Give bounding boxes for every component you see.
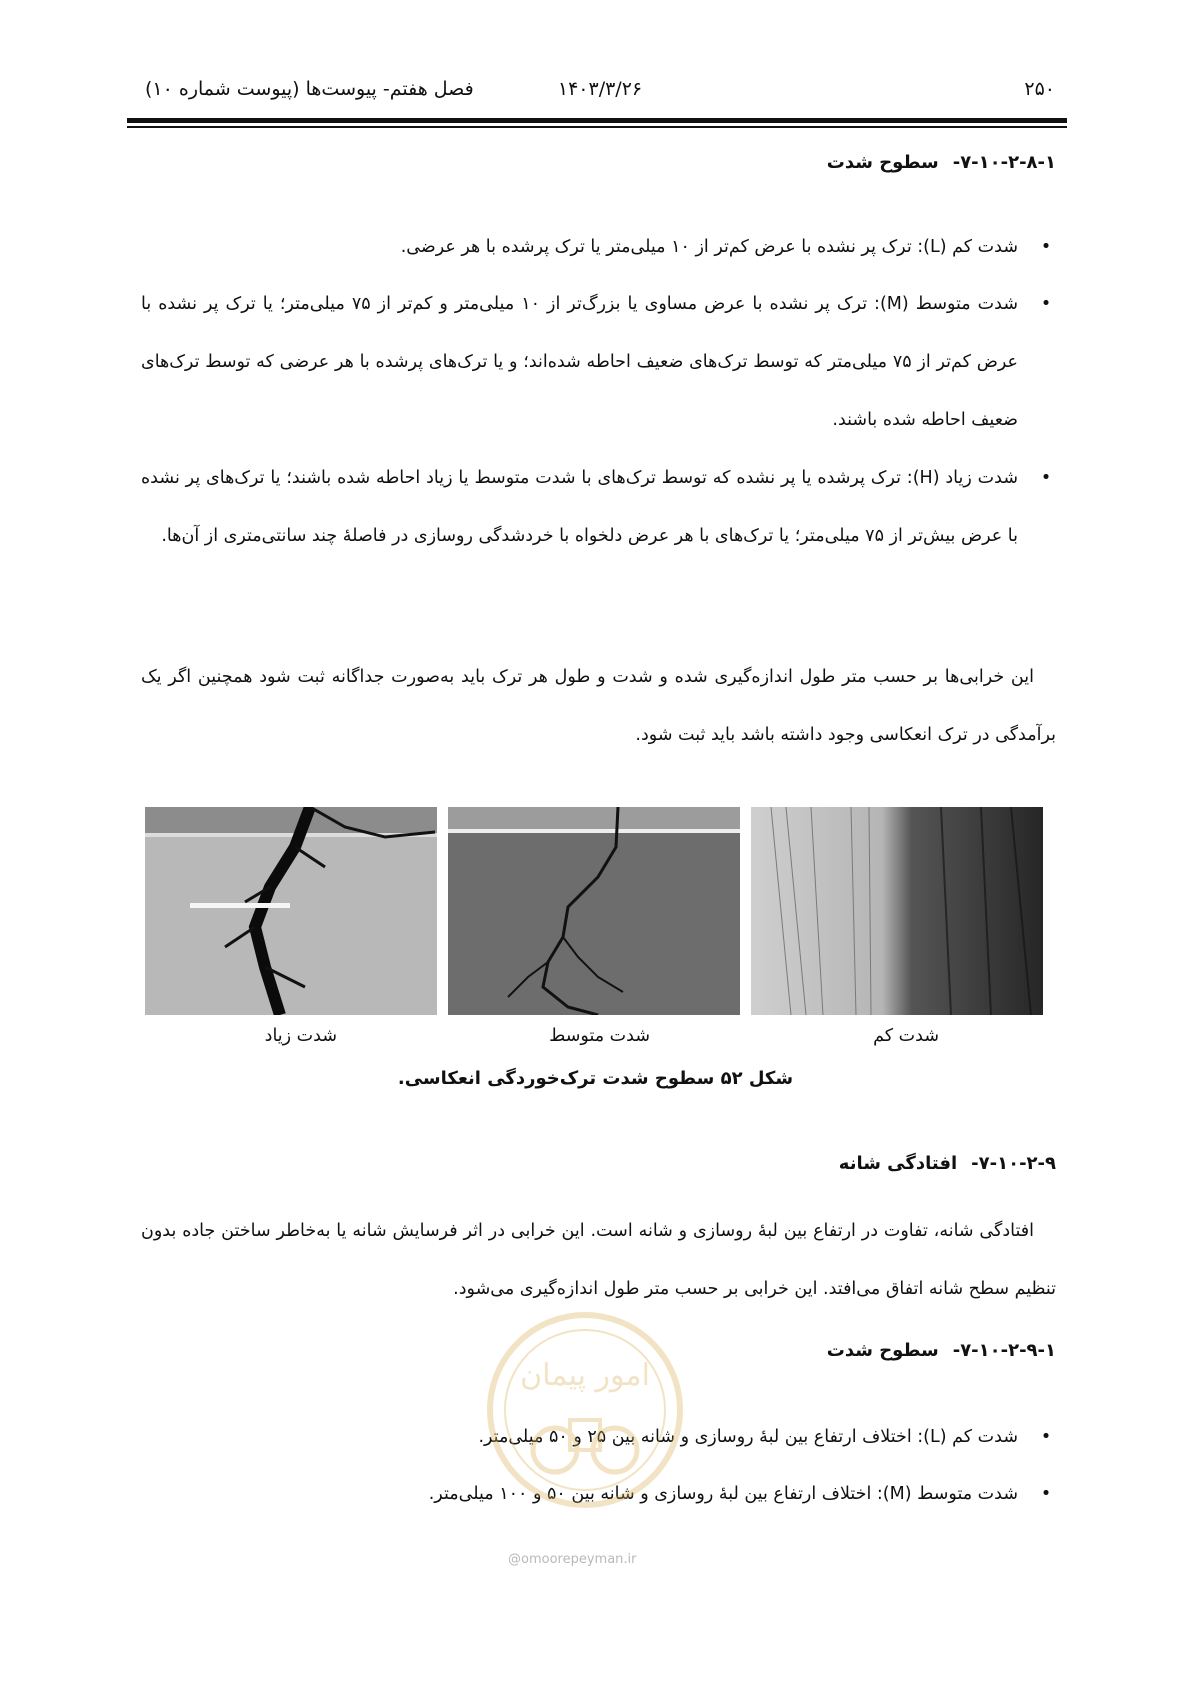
watermark-text: امور پیمان xyxy=(520,1358,650,1393)
section-number: ۷-۱۰-۲-۹- xyxy=(971,1153,1056,1174)
bullet-icon: • xyxy=(1040,468,1052,488)
bullet-text: شدت متوسط (M): اختلاف ارتفاع بین لبهٔ روسازی و شانه بین ۵۰ و ۱۰۰ میلی‌متر. xyxy=(428,1484,1018,1504)
bullet-text: شدت کم (L): اختلاف ارتفاع بین لبهٔ روسازی و شانه بین ۲۵ و ۵۰ میلی‌متر. xyxy=(478,1427,1018,1447)
section-title: سطوح شدت xyxy=(826,1340,939,1361)
section-heading-severity-1 xyxy=(827,152,1056,173)
watermark-site: @omoorepeyman.ir xyxy=(508,1552,637,1567)
watermark-logo xyxy=(485,1300,685,1560)
chapter-title: فصل هفتم- پیوست‌ها (پیوست شماره ۱۰) xyxy=(145,78,474,100)
bullet-text: شدت متوسط (M): ترک پر نشده با عرض مساوی یا بزرگ‌تر از ۱۰ میلی‌متر و کم‌تر از ۷۵ میلی‌متر؛ یا ترک پر نشده با عرض کم‌تر از ۷۵ میلی‌متر که توسط ترک‌های ضعیف احاطه شده‌اند؛ و یا ترک‌های پرشده با هر عرضی که توسط ترک‌های ضعیف احاطه شده باشند. xyxy=(141,294,1018,430)
section-heading-severity-2 xyxy=(827,1340,1056,1361)
header-rule-thick xyxy=(127,118,1067,123)
section-number: ۷-۱۰-۲-۸-۱- xyxy=(952,152,1056,173)
caption-high: شدت زیاد xyxy=(264,1026,337,1046)
body-paragraph-1: این خرابی‌ها بر حسب متر طول اندازه‌گیری شده و شدت و طول هر ترک باید به‌صورت جداگانه ثبت شود همچنین اگر یک برآمدگی در ترک انعکاسی وجود داشته باشد باید ثبت شود. xyxy=(141,667,1056,745)
section-title: سطوح شدت xyxy=(826,152,939,173)
section-number: ۷-۱۰-۲-۹-۱- xyxy=(952,1340,1056,1361)
bullet-item-medium xyxy=(141,275,1056,449)
caption-low: شدت کم xyxy=(873,1026,939,1046)
bullet-text: شدت کم (L): ترک پر نشده با عرض کم‌تر از ۱۰ میلی‌متر یا ترک پرشده با هر عرضی. xyxy=(400,237,1018,257)
bullet-icon: • xyxy=(1040,237,1052,257)
page-header xyxy=(145,78,1055,110)
header-date: ۱۴۰۳/۳/۲۶ xyxy=(557,78,643,100)
photo-high-severity xyxy=(145,807,437,1015)
page-number: ۲۵۰ xyxy=(1024,78,1055,100)
bullet-item-high xyxy=(141,449,1056,565)
section-heading-shoulder-drop xyxy=(839,1153,1056,1174)
figure-title: شکل ۵۲ سطوح شدت ترک‌خوردگی انعکاسی. xyxy=(397,1068,794,1089)
photo-medium-severity xyxy=(448,807,740,1015)
bullet-text: شدت زیاد (H): ترک پرشده یا پر نشده که توسط ترک‌های با شدت متوسط یا زیاد احاطه شده باشند؛ یا ترک‌های پر نشده با عرض بیش‌تر از ۷۵ میلی‌متر؛ یا ترک‌های با هر عرض دلخواه با خردشدگی روسازی در فاصلهٔ چند سانتی‌متری از آن‌ها. xyxy=(141,468,1018,546)
section-title: افتادگی شانه xyxy=(838,1153,958,1174)
bullet-icon: • xyxy=(1040,1484,1052,1504)
bullet-icon: • xyxy=(1040,1427,1052,1447)
bullet-icon: • xyxy=(1040,294,1052,314)
photo-low-severity xyxy=(751,807,1043,1015)
body-paragraph-2: افتادگی شانه، تفاوت در ارتفاع بین لبهٔ روسازی و شانه است. این خرابی در اثر فرسایش شانه یا به‌خاطر ساختن جاده بدون تنظیم سطح شانه اتفاق می‌افتد. این خرابی بر حسب متر طول اندازه‌گیری می‌شود. xyxy=(141,1221,1056,1299)
caption-medium: شدت متوسط xyxy=(549,1026,650,1046)
header-rule-thin xyxy=(127,126,1067,128)
bullet-item-low xyxy=(141,218,1056,276)
